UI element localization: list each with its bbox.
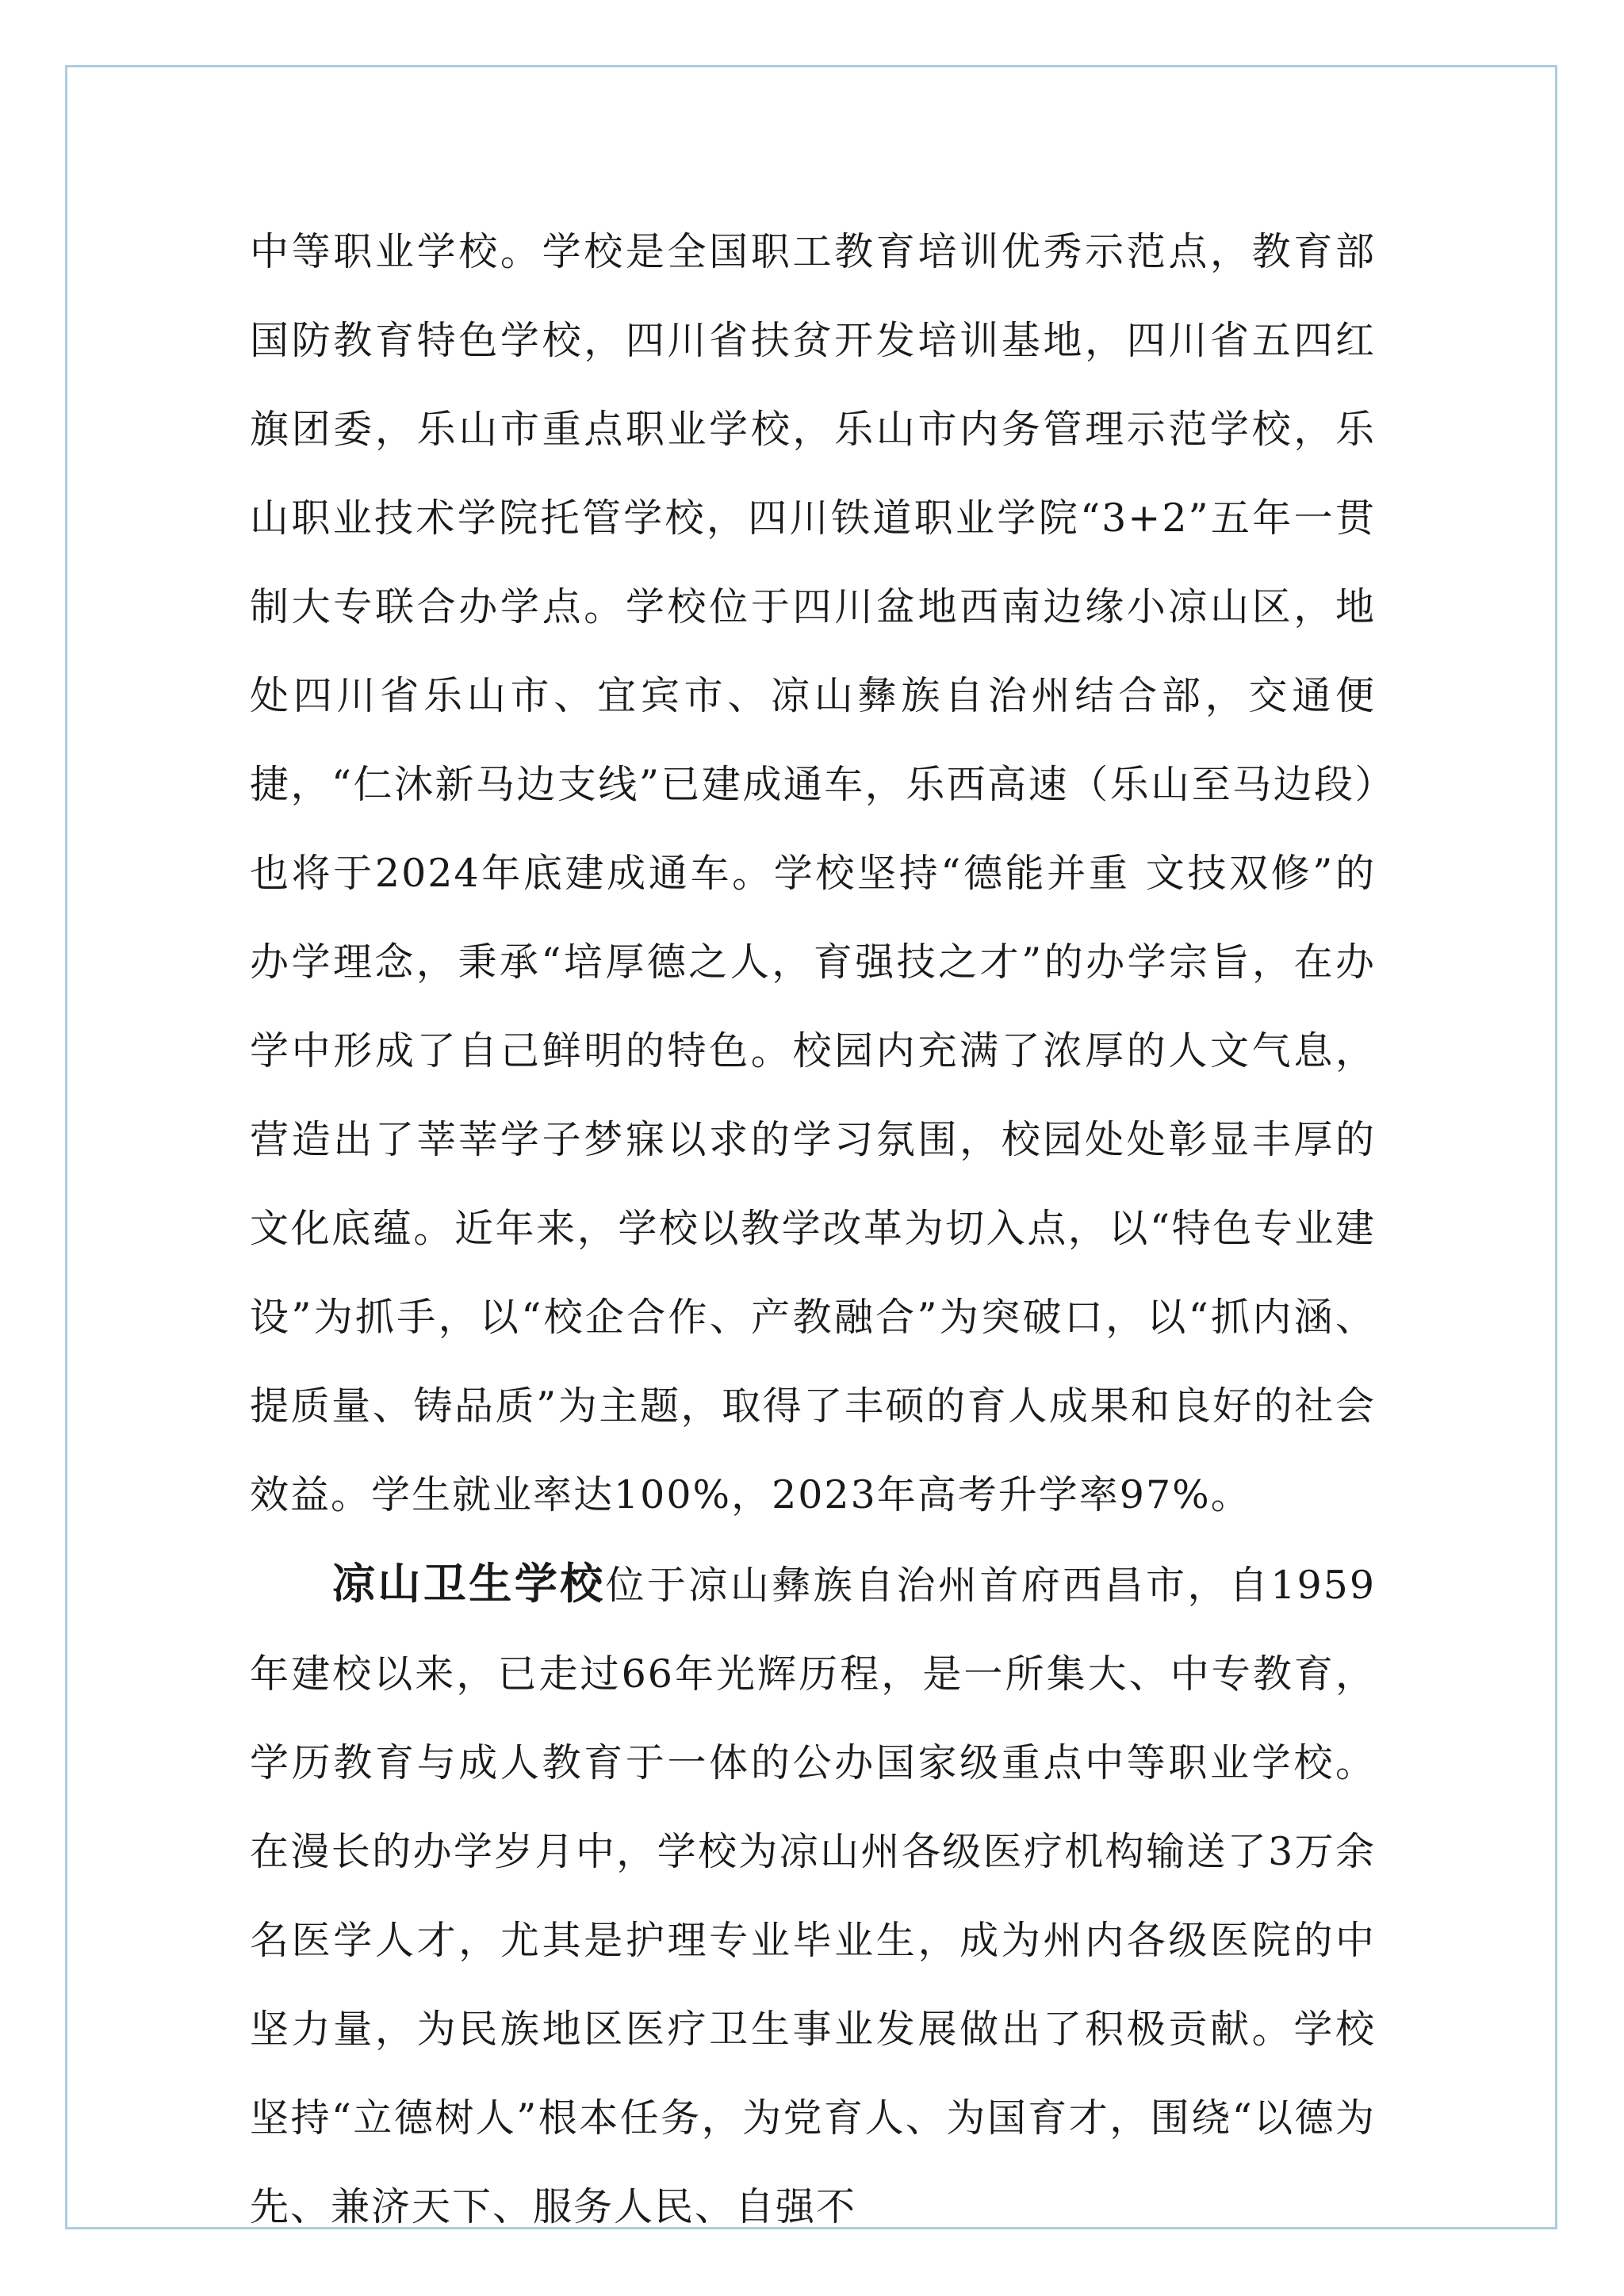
paragraph-1 (250, 208, 1376, 1540)
document-body (250, 208, 1376, 2252)
paragraph-2 (250, 1540, 1376, 2252)
paragraph-1-text: 中等职业学校。学校是全国职工教育培训优秀示范点，教育部国防教育特色学校，四川省扶贫开发培训基地，四川省五四红旗团委，乐山市重点职业学校，乐山市内务管理示范学校，乐山职业技术学院托管学校，四川铁道职业学院“3+2”五年一贯制大专联合办学点。学校位于四川盆地西南边缘小凉山区，地处四川省乐山市、宜宾市、凉山彝族自治州结合部，交通便捷，“仁沐新马边支线”已建成通车，乐西高速（乐山至马边段）也将于2024年底建成通车。学校坚持“德能并重 文技双修”的办学理念，秉承“培厚德之人，育强技之才”的办学宗旨，在办学中形成了自己鲜明的特色。校园内充满了浓厚的人文气息，营造出了莘莘学子梦寐以求的学习氛围，校园处处彰显丰厚的文化底蕴。近年来，学校以教学改革为切入点，以“特色专业建设”为抓手，以“校企合作、产教融合”为突破口，以“抓内涵、提质量、铸品质”为主题，取得了丰硕的育人成果和良好的社会效益。学生就业率达100%，2023年高考升学率97%。 (250, 229, 1376, 1517)
school-name-heading: 凉山卫生学校 (332, 1559, 606, 1609)
paragraph-2-text: 位于凉山彝族自治州首府西昌市，自1959年建校以来，已走过66年光辉历程，是一所集大、中专教育，学历教育与成人教育于一体的公办国家级重点中等职业学校。在漫长的办学岁月中，学校为凉山州各级医疗机构输送了3万余名医学人才，尤其是护理专业毕业生，成为州内各级医院的中坚力量，为民族地区医疗卫生事业发展做出了积极贡献。学校坚持“立德树人”根本任务，为党育人、为国育才，围绕“以德为先、兼济天下、服务人民、自强不 (250, 1563, 1377, 2229)
